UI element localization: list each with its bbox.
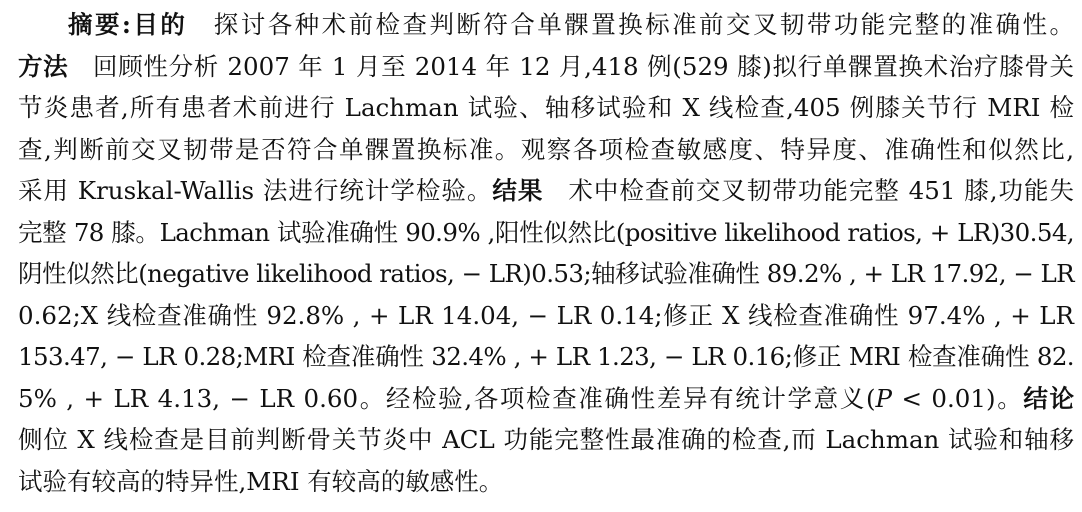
- p-value-symbol: P: [875, 383, 893, 413]
- methods-text: 采用 Kruskal-Wallis 法进行统计学检验。: [18, 176, 493, 205]
- abstract-line: 查,判断前交叉韧带是否符合单髁置换标准。观察各项检查敏感度、特异度、准确性和似然比,: [18, 134, 1074, 164]
- abstract-line: [18, 378, 1074, 420]
- abstract-line: 完整 78 膝。Lachman 试验准确性 90.9% ,阳性似然比(positive likelihood ratios, + LR)30.54,: [18, 217, 1074, 247]
- results-text: < 0.01)。: [892, 383, 1024, 413]
- abstract-label: 摘要:: [68, 10, 131, 39]
- abstract-line: [18, 170, 1074, 212]
- objective-label: 目的: [130, 10, 188, 39]
- abstract-line: 153.47, − LR 0.28;MRI 检查准确性 32.4% , + LR 1.23, − LR 0.16;修正 MRI 检查准确性 82.: [18, 342, 1074, 371]
- results-label: 结果: [492, 176, 544, 205]
- abstract-line: 0.62;X 线检查准确性 92.8% , + LR 14.04, − LR 0.14;修正 X 线检查准确性 97.4% , + LR: [18, 300, 1074, 330]
- methods-label: 方法: [18, 51, 69, 81]
- abstract-line: 节炎患者,所有患者术前进行 Lachman 试验、轴移试验和 X 线检查,405 例膝关节行 MRI 检: [18, 93, 1074, 122]
- abstract-line: 阴性似然比(negative likelihood ratios, − LR)0.53;轴移试验准确性 89.2% , + LR 17.92, − LR: [18, 259, 1074, 288]
- abstract-line: [18, 46, 1074, 88]
- results-text: 5% , + LR 4.13, − LR 0.60。经检验,各项检查准确性差异有统计学意义(: [18, 383, 876, 413]
- results-text: 术中检查前交叉韧带功能完整 451 膝,功能失: [567, 176, 1074, 205]
- abstract-line: [18, 4, 1074, 46]
- conclusion-label: 结论: [1023, 383, 1074, 413]
- methods-text: 回顾性分析 2007 年 1 月至 2014 年 12 月,418 例(529 膝)拟行单髁置换术治疗膝骨关: [92, 51, 1075, 81]
- abstract-line: 试验有较高的特异性,MRI 有较高的敏感性。: [18, 466, 504, 496]
- objective-text: 探讨各种术前检查判断符合单髁置换标准前交叉韧带功能完整的准确性。: [211, 10, 1075, 39]
- abstract-line: 侧位 X 线检查是目前判断骨关节炎中 ACL 功能完整性最准确的检查,而 Lachman 试验和轴移: [18, 425, 1074, 454]
- abstract-block: [18, 4, 1074, 502]
